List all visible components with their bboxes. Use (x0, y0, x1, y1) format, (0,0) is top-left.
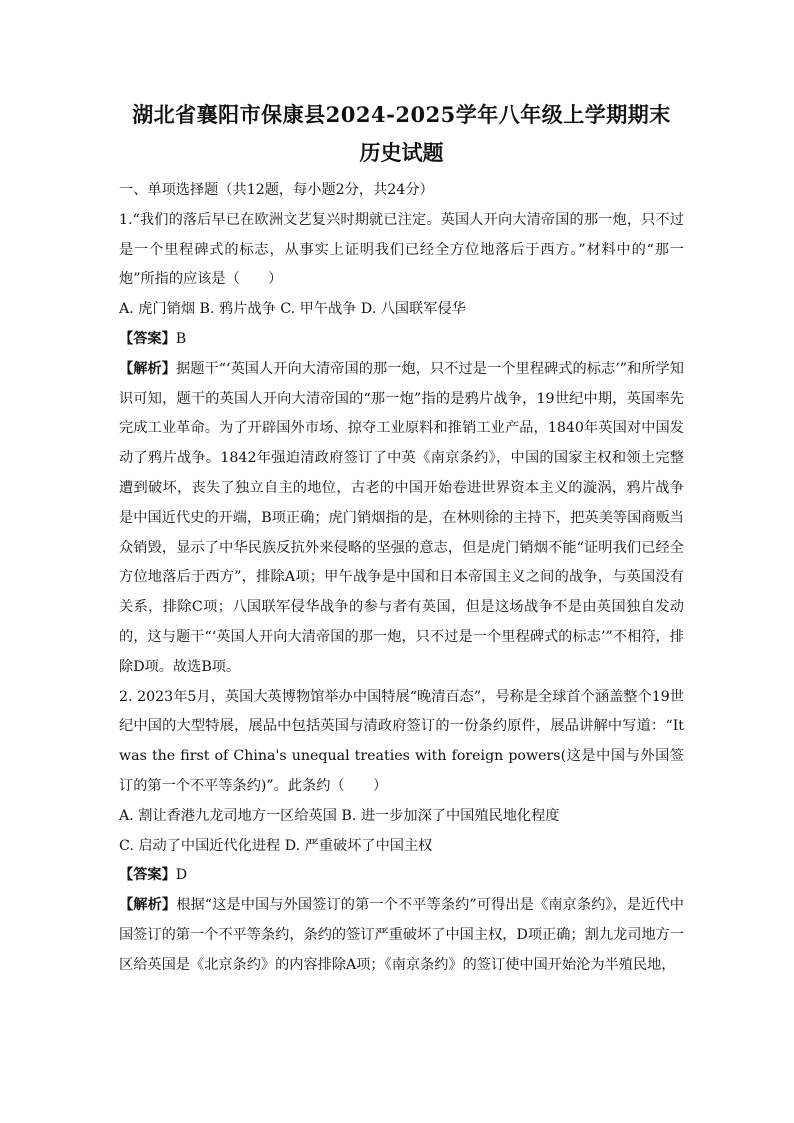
answer-label: 【答案】 (119, 867, 176, 884)
answer-label: 【答案】 (119, 330, 176, 347)
answer-value: D (175, 867, 188, 884)
question-2-stem: 2. 2023年5月，英国大英博物馆举办中国特展“晚清百态”，号称是全球首个涵盖整个19世纪中国的大型特展，展品中包括英国与清政府签订的一份条约原件，展品讲解中写道：“It was the first of China's unequal treaties with foreign powers(这是中国与外国签订的第一个不平等条约)”。此条约（ ） (119, 688, 684, 794)
analysis-text: 据题干“‘英国人开向大清帝国的那一炮，只不过是一个里程碑式的标志’”和所学知识可知，题干的英国人开向大清帝国的“那一炮”指的是鸦片战争，19世纪中期，英国率先完成工业革命。为了开辟国外市场、掠夺工业原料和推销工业产品，1840年英国对中国发动了鸦片战争。1842年强迫清政府签订了中英《南京条约》，中国的国家主权和领土完整遭到破坏，丧失了独立自主的地位，古老的中国开始卷进世界资本主义的漩涡，鸦片战争是中国近代史的开端，B项正确；虎门销烟指的是，在林则徐的主持下，把英美等国商贩当众销毁，显示了中华民族反抗外来侵略的坚强的意志，但是虎门销烟不能“证明我们已经全方位地落后于西方”，排除A项；甲午战争是中国和日本帝国主义之间的战争，与英国没有关系，排除C项；八国联军侵华战争的参与者有英国，但是这场战争不是由英国独自发动的，这与题干“‘英国人开向大清帝国的那一炮，只不过是一个里程碑式的标志’”不相符，排除D项。故选B项。 (119, 360, 684, 675)
question-2-options-2: C. 启动了中国近代化进程 D. 严重破坏了中国主权 (119, 837, 433, 854)
page-subtitle: 历史试题 (359, 140, 444, 165)
analysis-label: 【解析】 (119, 360, 176, 377)
question-1-stem: 1.“我们的落后早已在欧洲文艺复兴时期就已注定。英国人开向大清帝国的那一炮，只不过是一个里程碑式的标志，从事实上证明我们已经全方位地落后于西方。”材料中的“那一炮”所指的应该是（ ） (119, 211, 684, 288)
document-body (119, 176, 684, 981)
page-title: 湖北省襄阳市保康县2024-2025学年八年级上学期期末 (132, 102, 671, 127)
analysis-label: 【解析】 (119, 897, 177, 914)
question-1-options: A. 虎门销烟 B. 鸦片战争 C. 甲午战争 D. 八国联军侵华 (119, 301, 466, 318)
question-2-analysis (119, 891, 684, 980)
question-1-answer (119, 325, 684, 355)
question-2-options-1: A. 割让香港九龙司地方一区给英国 B. 进一步加深了中国殖民地化程度 (119, 807, 560, 824)
section-heading: 一、单项选择题（共12题，每小题2分，共24分） (119, 182, 434, 198)
analysis-text: 根据“这是中国与外国签订的第一个不平等条约”可得出是《南京条约》，是近代中国签订的第一个不平等条约，条约的签订严重破坏了中国主权，D项正确；割九龙司地方一区给英国是《北京条约》的内容排除A项；《南京条约》的签订使中国开始沦为半殖民地， (119, 897, 684, 973)
question-1-analysis (119, 355, 684, 683)
question-2-answer (119, 861, 684, 891)
answer-value: B (175, 330, 187, 347)
